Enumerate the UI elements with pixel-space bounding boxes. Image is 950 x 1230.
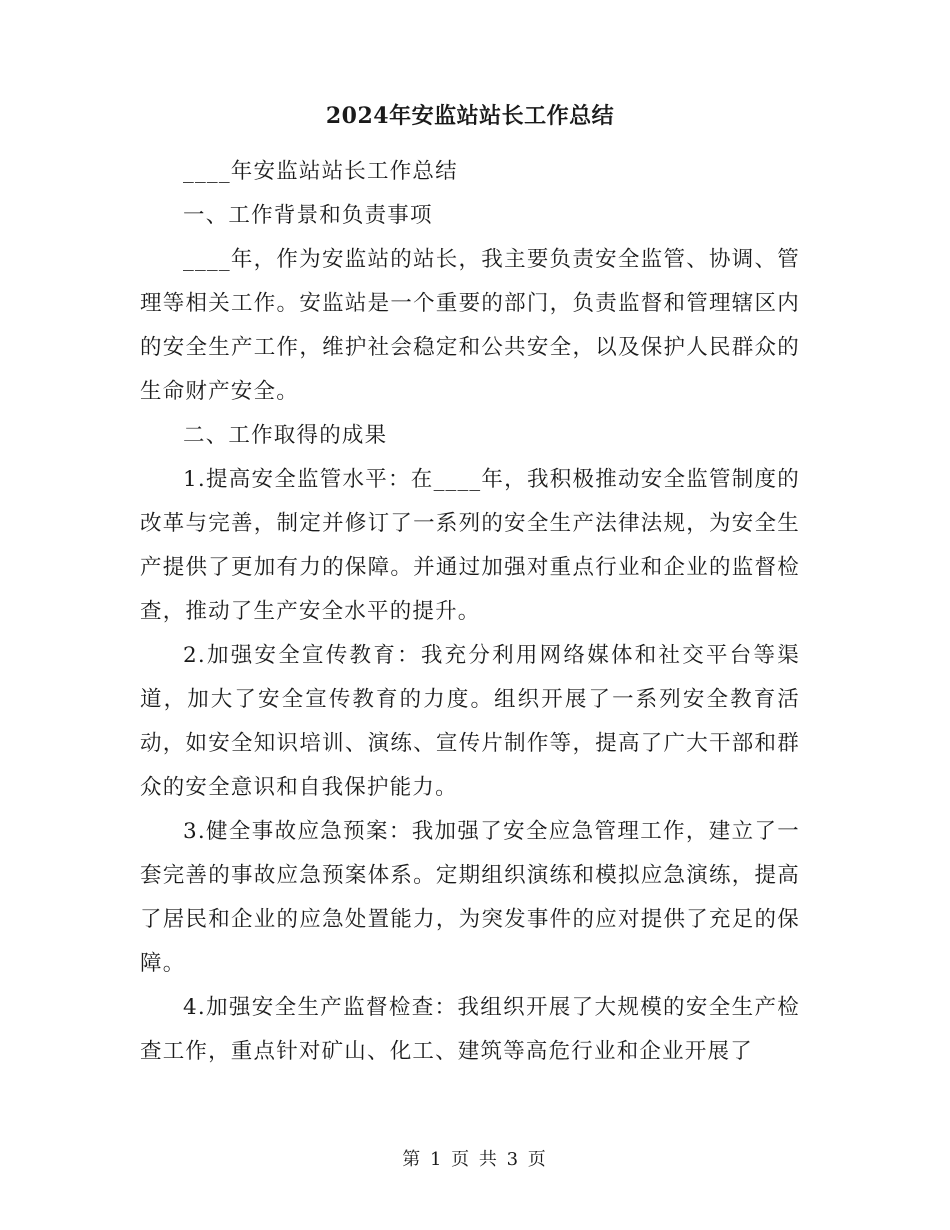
section-heading-achievements: 二、工作取得的成果 [183,423,388,448]
document-title: 2024年安监站站长工作总结 [325,103,615,129]
paragraph-achievement-4: 4.加强安全生产监督检查：我组织开展了大规模的安全生产检查工作，重点针对矿山、化工、建筑等高危行业和企业开展了 [140,995,800,1064]
page-footer: 第 1 页 共 3 页 [402,1149,548,1170]
paragraph-achievement-1: 1.提高安全监管水平：在____年，我积极推动安全监管制度的改革与完善，制定并修订了一系列的安全生产法律法规，为安全生产提供了更加有力的保障。并通过加强对重点行业和企业的监督检查，推动了生产安全水平的提升。 [140,467,801,624]
paragraph-achievement-3: 3.健全事故应急预案：我加强了安全应急管理工作，建立了一套完善的事故应急预案体系。定期组织演练和模拟应急演练，提高了居民和企业的应急处置能力，为突发事件的应对提供了充足的保障。 [140,819,800,976]
paragraph-achievement-2: 2.加强安全宣传教育：我充分利用网络媒体和社交平台等渠道，加大了安全宣传教育的力度。组织开展了一系列安全教育活动，如安全知识培训、演练、宣传片制作等，提高了广大干部和群众的安全意识和自我保护能力。 [140,643,800,800]
section-heading-background: 一、工作背景和负责事项 [183,203,433,228]
document-page [140,102,800,1074]
paragraph-background: ____年，作为安监站的站长，我主要负责安全监管、协调、管理等相关工作。安监站是一个重要的部门，负责监督和管理辖区内的安全生产工作，维护社会稳定和公共安全，以及保护人民群众的生命财产安全。 [140,247,800,404]
paragraph-subtitle: ____年安监站站长工作总结 [183,159,458,184]
